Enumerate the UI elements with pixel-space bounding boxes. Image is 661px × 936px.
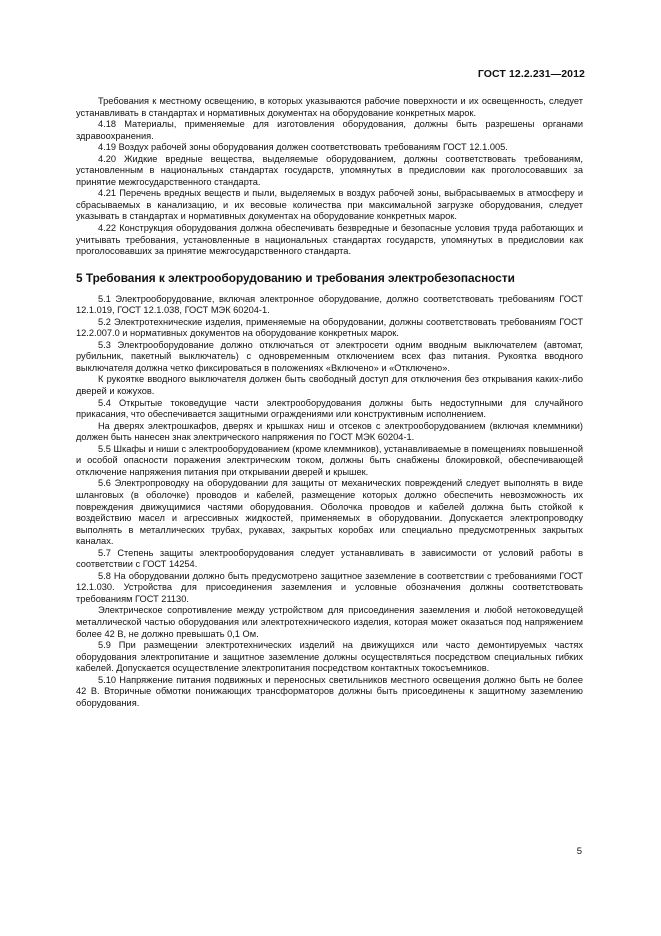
paragraph-5-6: 5.6 Электропроводку на оборудовании для защиты от механических повреждений следует выполнять в виде шланговых (в оболочке) проводов и кабелей, размещение которых должно обеспечить невозможность их повреждения движущимися частями оборудования. Оболочка проводов и кабелей должна быть стойкой к воздействию масел и агрессивных жидкостей, применяемых в оборудовании. Допускается электропроводку выполнять в металлических трубах, рукавах, закрытых коробах или специально предусмотренных закрытых каналах. (76, 478, 583, 547)
paragraph-5-9: 5.9 При размещении электротехнических изделий на движущихся или часто демонтируемых частях оборудования электропитание и защитное заземление должны осуществляться посредством специальных гибких кабелей. Допускается осуществление электропитания посредством контактных токосъемников. (76, 640, 583, 674)
paragraph-4-17-lighting: Требования к местному освещению, в которых указываются рабочие поверхности и их освещенность, следует устанавливать в стандартах и нормативных документах на оборудование конкретных марок. (76, 96, 583, 118)
paragraph-5-10: 5.10 Напряжение питания подвижных и переносных светильников местного освещения должно быть не более 42 В. Вторичные обмотки понижающих трансформаторов должны быть присоединены к защитному заземлению оборудования. (76, 674, 583, 708)
paragraph-5-8-resistance: Электрическое сопротивление между устройством для присоединения заземления и любой нетоковедущей металлической частью оборудования или электротехнического изделия, которая может оказаться под напряжением более 42 В, не должно превышать 0,1 Ом. (76, 605, 583, 639)
document-body (76, 96, 583, 709)
paragraph-4-20: 4.20 Жидкие вредные вещества, выделяемые оборудованием, должны соответствовать требованиям, установленным в национальных стандартах государств, упомянутых в предисловии как проголосовавших за принятие межгосударственного стандарта. (76, 153, 583, 187)
paragraph-4-21: 4.21 Перечень вредных веществ и пыли, выделяемых в воздух рабочей зоны, выбрасываемых в атмосферу и сбрасываемых в канализацию, и их весовые количества при максимальной загрузке оборудования, следует указывать в стандартах и нормативных документах на оборудование конкретных марок. (76, 188, 583, 222)
paragraph-4-22: 4.22 Конструкция оборудования должна обеспечивать безвредные и безопасные условия труда работающих и учитывать требования, установленные в национальных стандартах государств, упомянутых в предисловии как проголосовавших за принятие межгосударственного стандарта. (76, 223, 583, 257)
paragraph-5-8: 5.8 На оборудовании должно быть предусмотрено защитное заземление в соответствии с требованиями ГОСТ 12.1.030. Устройства для присоединения заземления и условные обозначения должны соответствовать требованиям ГОСТ 21130. (76, 570, 583, 604)
paragraph-5-1: 5.1 Электрооборудование, включая электронное оборудование, должно соответствовать требованиям ГОСТ 12.1.019, ГОСТ 12.1.038, ГОСТ МЭК 60204-1. (76, 293, 583, 316)
paragraph-5-5: 5.5 Шкафы и ниши с электрооборудованием (кроме клеммников), устанавливаемые в помещениях повышенной и особой опасности поражения электрическим током, должны быть снабжены блокировкой, обеспечивающей отключение напряжения питания при открывании дверей и крышек. (76, 443, 583, 477)
standard-code-header: ГОСТ 12.2.231—2012 (477, 68, 585, 80)
paragraph-5-3: 5.3 Электрооборудование должно отключаться от электросети одним вводным выключателем (автомат, рубильник, пакетный выключатель) с одновременным отключением всех фаз питания. Рукоятка вводного выключателя должна четко фиксироваться в положениях «Включено» и «Отключено». (76, 339, 583, 373)
paragraph-5-2: 5.2 Электротехнические изделия, применяемые на оборудовании, должны соответствовать требованиям ГОСТ 12.2.007.0 и нормативных документов на оборудование конкретных марок. (76, 316, 583, 339)
paragraph-5-3-access: К рукоятке вводного выключателя должен быть свободный доступ для отключения без открывания каких-либо дверей и кожухов. (76, 374, 583, 397)
paragraph-4-18: 4.18 Материалы, применяемые для изготовления оборудования, должны быть разрешены органами здравоохранения. (76, 119, 583, 141)
section-5-heading: 5 Требования к электрооборудованию и требования электробезопасности (76, 270, 515, 285)
paragraph-5-4: 5.4 Открытые токоведущие части электрооборудования должны быть недоступными для случайного прикасания, что обеспечивается защитными ограждениями или конструктивным исполнением. (76, 397, 583, 420)
page-number: 5 (576, 846, 582, 857)
paragraph-5-4-sign: На дверях электрошкафов, дверях и крышках ниш и отсеков с электрооборудованием (включая клеммники) должен быть нанесен знак электрического напряжения по ГОСТ МЭК 60204-1. (76, 420, 583, 443)
paragraph-5-7: 5.7 Степень защиты электрооборудования следует устанавливать в зависимости от условий работы в соответствии с ГОСТ 14254. (76, 547, 583, 570)
paragraph-4-19: 4.19 Воздух рабочей зоны оборудования должен соответствовать требованиям ГОСТ 12.1.005. (98, 142, 508, 153)
